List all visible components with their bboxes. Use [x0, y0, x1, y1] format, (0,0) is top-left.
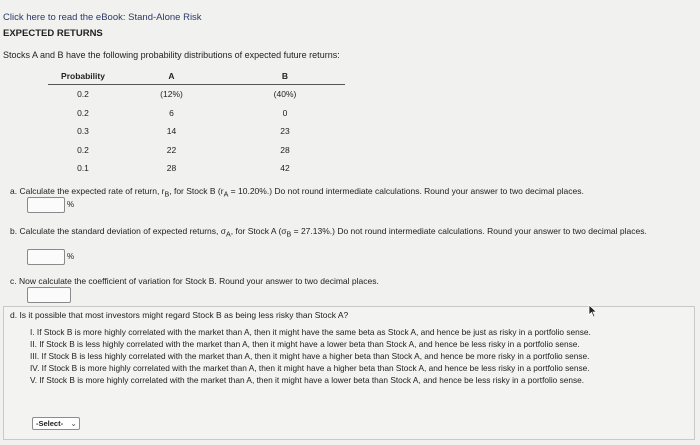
answer-c-input[interactable]	[27, 287, 71, 303]
header-stock-a: A	[118, 68, 225, 85]
answer-a-unit: %	[67, 200, 75, 209]
qa-suffix: = 10.20%.) Do not round intermediate calculations. Round your answer to two decimal places.	[228, 186, 584, 196]
qa-sub-b: B	[164, 190, 170, 199]
header-stock-b: B	[225, 68, 345, 85]
qb-suffix: = 27.13%.) Do not round intermediate calculations. Round your answer to two decimal places.	[291, 226, 647, 236]
cell-stock-a: 28	[166, 163, 177, 174]
answer-a-input[interactable]	[27, 197, 65, 213]
intro-text: Stocks A and B have the following probability distributions of expected future returns:	[3, 50, 340, 60]
chevron-down-icon: ⌄	[70, 419, 77, 428]
mouse-pointer-icon	[588, 304, 598, 318]
answer-b-input[interactable]	[27, 249, 65, 265]
probability-table	[48, 68, 345, 178]
question-c-text: c. Now calculate the coefficient of variation for Stock B. Round your answer to two decimal places.	[10, 276, 379, 286]
cell-probability: 0.1	[77, 163, 89, 174]
ebook-link[interactable]: Click here to read the eBook: Stand-Alone Risk	[3, 12, 202, 23]
header-probability: Probability	[48, 68, 118, 85]
table-row	[48, 159, 345, 178]
cell-stock-a: 6	[169, 107, 174, 118]
qa-sub-a: A	[223, 190, 229, 199]
cell-stock-b: 42	[280, 163, 290, 174]
option-i: I. If Stock B is more highly correlated with the market than A, then it might have the same beta as Stock A, and hence be just as risky in a portfolio sense.	[30, 327, 591, 337]
cell-probability: 0.2	[77, 144, 89, 155]
table-row	[48, 141, 345, 160]
table-row	[48, 85, 345, 104]
qb-sub-b: B	[286, 230, 292, 239]
cell-probability: 0.2	[77, 89, 89, 100]
cell-probability: 0.2	[77, 107, 89, 118]
qb-mid: , for Stock A (σ	[230, 226, 287, 236]
question-d-text: d. Is it possible that most investors might regard Stock B as being less risky than Stock A?	[10, 310, 349, 320]
option-iii: III. If Stock B is less highly correlated with the market than A, then it might have a higher beta than Stock A, and hence be more risky in a portfolio sense.	[30, 351, 590, 361]
cell-stock-b: 0	[282, 107, 288, 118]
cell-stock-b: (40%)	[273, 89, 297, 100]
table-row	[48, 104, 345, 123]
qb-sub-a: A	[226, 230, 231, 239]
cell-probability: 0.3	[77, 126, 89, 137]
answer-b-unit: %	[67, 252, 75, 261]
qa-mid: , for Stock B (r	[169, 186, 224, 196]
answer-d-select[interactable]	[32, 417, 80, 430]
table-row	[48, 122, 345, 141]
cell-stock-a: 14	[166, 126, 177, 137]
section-title: EXPECTED RETURNS	[3, 28, 103, 39]
cell-stock-b: 28	[280, 144, 290, 155]
option-v: V. If Stock B is more highly correlated with the market than A, then it might have a lower beta than Stock A, and hence be less risky in a portfolio sense.	[30, 375, 585, 385]
option-ii: II. If Stock B is less highly correlated with the market than A, then it might have a lower beta than Stock A, and hence be less risky in a portfolio sense.	[30, 339, 580, 349]
table-header-row	[48, 68, 345, 85]
question-b-text	[10, 225, 694, 241]
cell-stock-a: 22	[166, 144, 177, 155]
cell-stock-a: (12%)	[160, 89, 183, 100]
qb-prefix: b. Calculate the standard deviation of expected returns, σ	[10, 226, 226, 236]
option-iv: IV. If Stock B is more highly correlated with the market than A, then it might have a higher beta than Stock A, and hence be less risky in a portfolio sense.	[30, 363, 590, 373]
question-a-text	[10, 186, 694, 199]
select-label: -Select-	[36, 419, 64, 428]
cell-stock-b: 23	[280, 126, 290, 137]
qa-prefix: a. Calculate the expected rate of return, r	[10, 186, 165, 196]
